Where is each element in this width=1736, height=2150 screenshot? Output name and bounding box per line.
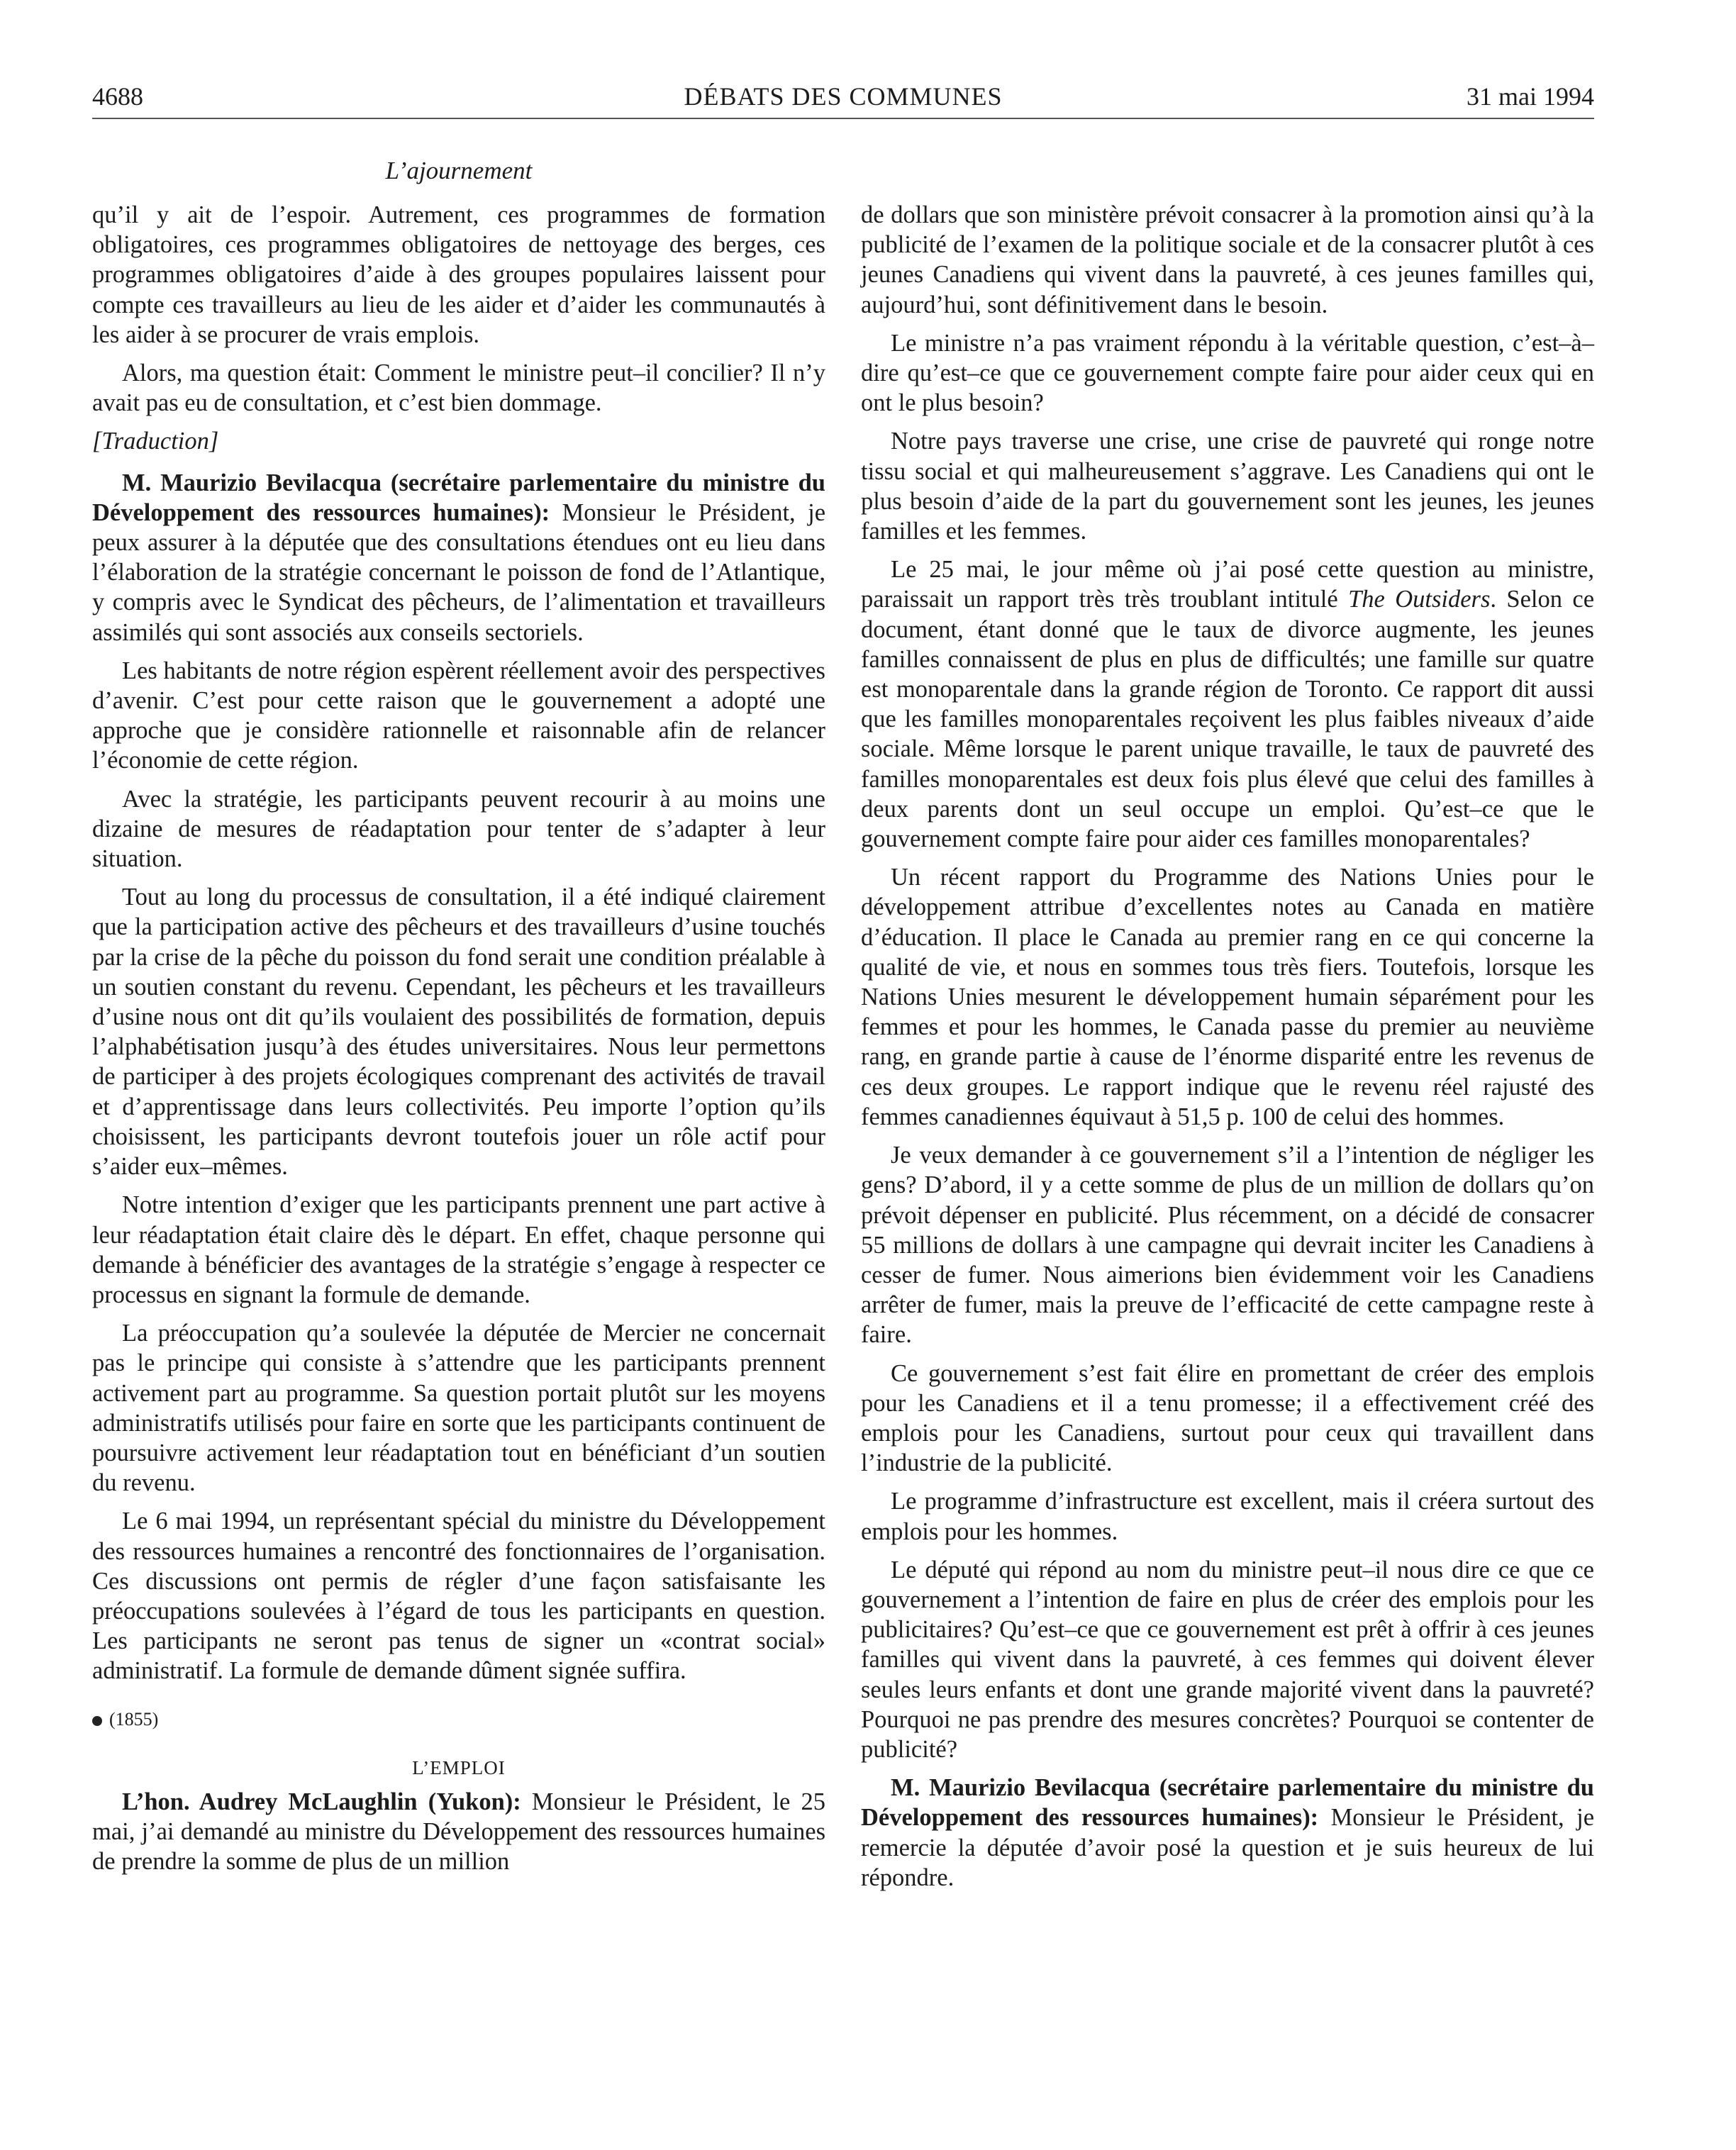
paragraph: Le ministre n’a pas vraiment répondu à la véritable question, c’est–à–dire qu’est–ce que ce gouvernement compte faire pour aider ceux qui en ont le plus besoin? xyxy=(861,329,1594,417)
left-column xyxy=(92,200,825,1886)
publication-date: 31 mai 1994 xyxy=(1467,82,1594,111)
speech-text: Monsieur le Président, je peux assurer à la députée que des consultations étendues ont eu lieu dans l’élaboration de la stratégie concernant le poisson de fond de l’Atlantique, y compris avec le Syndicat des pêcheurs, de l’alimentation et travailleurs assimilés qui sont associés aux conseils sectoriels. xyxy=(92,498,826,646)
speech-paragraph xyxy=(861,1773,1594,1893)
speech-text: Monsieur le Président, je remercie la députée d’avoir posé la question et je suis heureux de lui répondre. xyxy=(861,1804,1595,1891)
publication-title: DÉBATS DES COMMUNES xyxy=(684,82,1003,111)
page-header xyxy=(92,75,1594,119)
speaker-name: L’hon. Audrey McLaughlin (Yukon): xyxy=(122,1788,521,1815)
paragraph: Notre intention d’exiger que les participants prennent une part active à leur réadaptation était claire dès le départ. En effet, chaque personne qui demande à bénéficier des avantages de la stratégie s’engage à respecter ce processus en signant la formule de demande. xyxy=(92,1191,825,1308)
speech-paragraph xyxy=(92,468,825,647)
paragraph: Tout au long du processus de consultation, il a été indiqué clairement que la participation active des pêcheurs et des travailleurs d’usine touchés par la crise de la pêche du poisson du fond serait une condition préalable à un soutien constant du revenu. Cependant, les pêcheurs et les travailleurs d’usine nous ont dit qu’ils voulaient des possibilités de formation, depuis l’alphabétisation jusqu’à des études universitaires. Nous leur permettons de participer à des projets écologiques comprenant des activités de travail et d’apprentissage dans leurs collectivités. Peu importe l’option qu’ils choisissent, les participants devront toutefois jouer un rôle actif pour s’aider eux–mêmes. xyxy=(92,884,825,1181)
paragraph-text: . Selon ce document, étant donné que le taux de divorce augmente, les jeunes familles connaissent de plus en plus de difficultés; une famille sur quatre est monoparentale dans la grande région de Toronto. Ce rapport dit aussi que les familles monoparentales reçoivent les plus faibles niveaux d’aide sociale. Même lorsque le parent unique travaille, le taux de pauvreté des familles monoparentales est deux fois plus élevé que celui des familles à deux parents dont un seul occupe un emploi. Qu’est–ce que le gouvernement compte faire pour aider ces familles monoparentales? xyxy=(861,586,1595,853)
right-column xyxy=(861,200,1594,1901)
paragraph: Le 6 mai 1994, un représentant spécial du ministre du Développement des ressources humaines a rencontré des fonctionnaires de l’organisation. Ces discussions ont permis de régler d’une façon satisfaisante les préoccupations soulevées à l’égard de tous les participants en question. Les participants ne seront pas tenus de signer un «contrat social» administratif. La formule de demande dûment signée suffira. xyxy=(92,1508,825,1685)
paragraph: Alors, ma question était: Comment le ministre peut–il concilier? Il n’y avait pas eu de consultation, et c’est bien dommage. xyxy=(92,360,825,417)
paragraph: Le député qui répond au nom du ministre peut–il nous dire ce que ce gouvernement a l’intention de faire en plus de créer des emplois pour les publicitaires? Qu’est–ce que ce gouvernement est prêt à offrir à ces jeunes familles qui vivent dans la pauvreté, à ces femmes qui doivent élever seules leurs enfants et dont une grande majorité vivent dans la pauvreté? Pourquoi ne pas prendre des mesures concrètes? Pourquoi se contenter de publicité? xyxy=(861,1556,1594,1763)
time-stamp xyxy=(92,1705,825,1734)
paragraph: Un récent rapport du Programme des Nations Unies pour le développement attribue d’excellentes notes au Canada en matière d’éducation. Il place le Canada au premier rang en ce qui concerne la qualité de vie, et nous en sommes tous très fiers. Toutefois, lorsque les Nations Unies mesurent le développement humain séparément pour les femmes et pour les hommes, le Canada passe du premier au neuvième rang, en grande partie à cause de l’énorme disparité entre les revenus de ces deux groupes. Le rapport indique que le revenu réel rajusté des femmes canadiennes équivaut à 51,5 p. 100 de celui des hommes. xyxy=(861,864,1594,1130)
paragraph: Notre pays traverse une crise, une crise de pauvreté qui ronge notre tissu social et qui malheureusement s’aggrave. Les Canadiens qui ont le plus besoin d’aide de la part du gouvernement sont les jeunes, les jeunes familles et les femmes. xyxy=(861,428,1594,545)
paragraph: de dollars que son ministère prévoit consacrer à la promotion ainsi qu’à la publicité de l’examen de la politique sociale et de la consacrer plutôt à ces jeunes Canadiens qui vivent dans la pauvreté, à ces jeunes familles qui, aujourd’hui, sont définitivement dans le besoin. xyxy=(861,201,1594,318)
paragraph-text: Le 25 mai, le jour même où j’ai posé cette question au ministre, paraissait un rapport très très troublant intitulé xyxy=(861,556,1594,613)
report-title: The Outsiders xyxy=(1348,586,1491,613)
bullet-icon xyxy=(92,1716,102,1726)
paragraph: La préoccupation qu’a soulevée la députée de Mercier ne concernait pas le principe qui consiste à s’attendre que les participants prennent activement part au programme. Sa question portait plutôt sur les moyens administratifs utilisés pour faire en sorte que les participants continuent de poursuivre activement leur réadaptation tout en bénéficiant d’un soutien du revenu. xyxy=(92,1320,825,1497)
paragraph xyxy=(861,555,1594,854)
speech-paragraph xyxy=(92,1787,825,1877)
time-text: (1855) xyxy=(109,1708,159,1730)
paragraph: Les habitants de notre région espèrent réellement avoir des perspectives d’avenir. C’est pour cette raison que le gouvernement a adopté une approche que je considère rationnelle et raisonnable afin de relancer l’économie de cette région. xyxy=(92,657,825,774)
page-number: 4688 xyxy=(92,82,143,111)
paragraph: qu’il y ait de l’espoir. Autrement, ces programmes de formation obligatoires, ces programmes obligatoires de nettoyage des berges, ces programmes obligatoires d’aide à des groupes populaires laissent pour compte ces travailleurs au lieu de les aider et d’aider les communautés à les aider à se procurer de vrais emplois. xyxy=(92,201,825,348)
paragraph: Ce gouvernement s’est fait élire en promettant de créer des emplois pour les Canadiens et il a tenu promesse; il a effectivement créé des emplois pour les Canadiens, surtout pour ceux qui travaillent dans l’industrie de la publicité. xyxy=(861,1359,1594,1477)
speaker-name: M. Maurizio Bevilacqua (secrétaire parlementaire du ministre du Développement des ressources humaines): xyxy=(92,469,825,526)
paragraph: Avec la stratégie, les participants peuvent recourir à au moins une dizaine de mesures de réadaptation pour tenter de s’adapter à leur situation. xyxy=(92,785,825,873)
speech-text: Monsieur le Président, le 25 mai, j’ai demandé au ministre du Développement des ressources humaines de prendre la somme de plus de un million xyxy=(92,1788,825,1876)
paragraph: Le programme d’infrastructure est excellent, mais il créera surtout des emplois pour les hommes. xyxy=(861,1488,1594,1545)
speaker-name: M. Maurizio Bevilacqua (secrétaire parlementaire du ministre du Développement des ressources humaines): xyxy=(861,1774,1594,1832)
translation-tag: [Traduction] xyxy=(92,428,219,455)
section-heading: L’ajournement xyxy=(385,157,533,184)
subheading: L’EMPLOI xyxy=(412,1756,506,1778)
paragraph: Je veux demander à ce gouvernement s’il a l’intention de négliger les gens? D’abord, il y a cette somme de plus de un million de dollars qu’on prévoit dépenser en publicité. Plus récemment, on a décidé de consacrer 55 millions de dollars à une campagne qui devrait inciter les Canadiens à cesser de fumer. Nous aimerions bien évidemment voir les Canadiens arrêter de fumer, mais la preuve de l’efficacité de cette campagne reste à faire. xyxy=(861,1142,1594,1349)
